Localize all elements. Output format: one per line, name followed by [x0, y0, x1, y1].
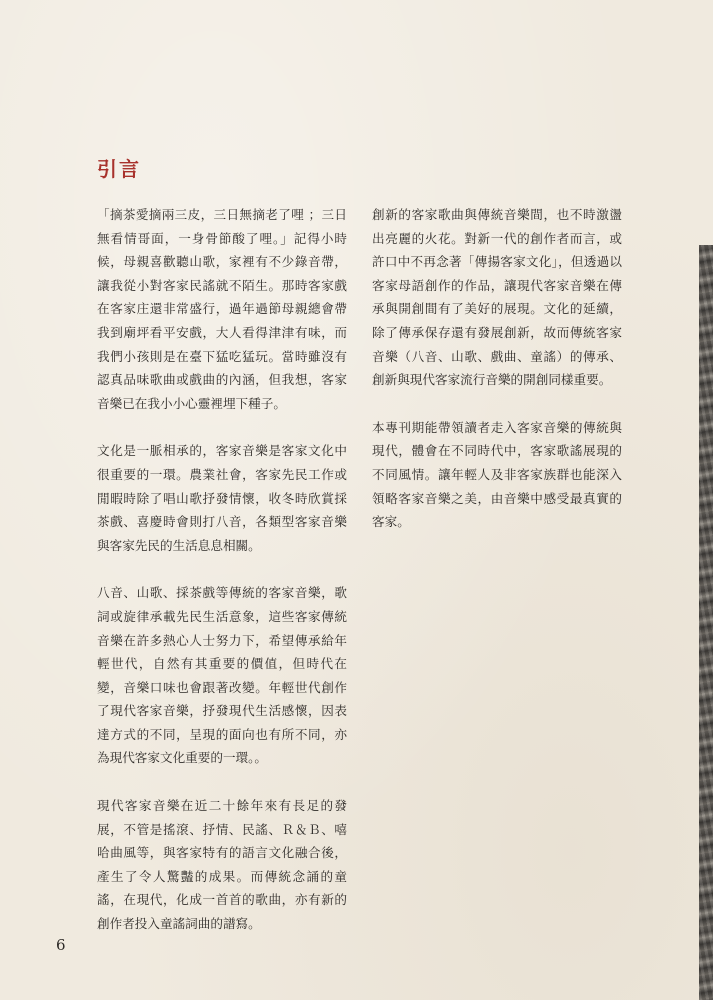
photo-edge-image: [699, 245, 713, 1000]
paragraph: 文化是一脈相承的，客家音樂是客家文化中很重要的一環。農業社會，客家先民工作或閒暇時除了唱山歌抒發情懷，收冬時欣賞採茶戲、喜慶時會則打八音，各類型客家音樂與客家先民的生活息息相關。: [97, 443, 347, 553]
page-title: 引言: [97, 157, 141, 181]
paragraph: 現代客家音樂在近二十餘年來有長足的發展，不管是搖滾、抒情、民謠、Ｒ＆Ｂ、嘻哈曲風等，與客家特有的語言文化融合後，產生了令人驚豔的成果。而傳統念誦的童謠，在現代，化成一首首的歌曲，亦有新的創作者投入童謠詞曲的譜寫。: [97, 798, 347, 932]
page-number: 6: [56, 936, 66, 954]
left-column: [97, 203, 347, 960]
paragraph: 本專刊期能帶領讀者走入客家音樂的傳統與現代，體會在不同時代中，客家歌謠展現的不同風情。讓年輕人及非客家族群也能深入領略客家音樂之美，由音樂中感受最真實的客家。: [372, 419, 622, 530]
right-column: [372, 203, 622, 558]
paragraph: 「摘茶愛摘兩三皮，三日無摘老了哩 ；三日無看情哥面，一身骨節酸了哩。」記得小時候，母親喜歡聽山歌，家裡有不少錄音帶，讓我從小對客家民謠就不陌生。那時客家戲在客家庄還非常盛行，過年過節母親總會帶我到廟坪看平安戲，大人看得津津有味，而我們小孩則是在臺下猛吃猛玩。當時雖沒有認真品味歌曲或戲曲的內涵，但我想，客家音樂已在我小小心靈裡埋下種子。: [97, 207, 347, 411]
paragraph: 創新的客家歌曲與傳統音樂間，也不時激盪出亮麗的火花。對新一代的創作者而言，或許口中不再念著「傳揚客家文化」，但透過以客家母語創作的作品，讓現代客家音樂在傳承與開創間有了美好的展現。文化的延續，除了傳承保存還有發展創新，故而傳統客家音樂（八音、山歌、戲曲、童謠）的傳承、創新與現代客家流行音樂的開創同樣重要。: [372, 207, 622, 388]
paragraph: 八音、山歌、採茶戲等傳統的客家音樂，歌詞或旋律承載先民生活意象，這些客家傳統音樂在許多熱心人士努力下，希望傳承給年輕世代，自然有其重要的價值，但時代在變，音樂口味也會跟著改變。年輕世代創作了現代客家音樂，抒發現代生活感懷，因表達方式的不同，呈現的面向也有所不同，亦為現代客家文化重要的一環。。: [97, 585, 347, 766]
